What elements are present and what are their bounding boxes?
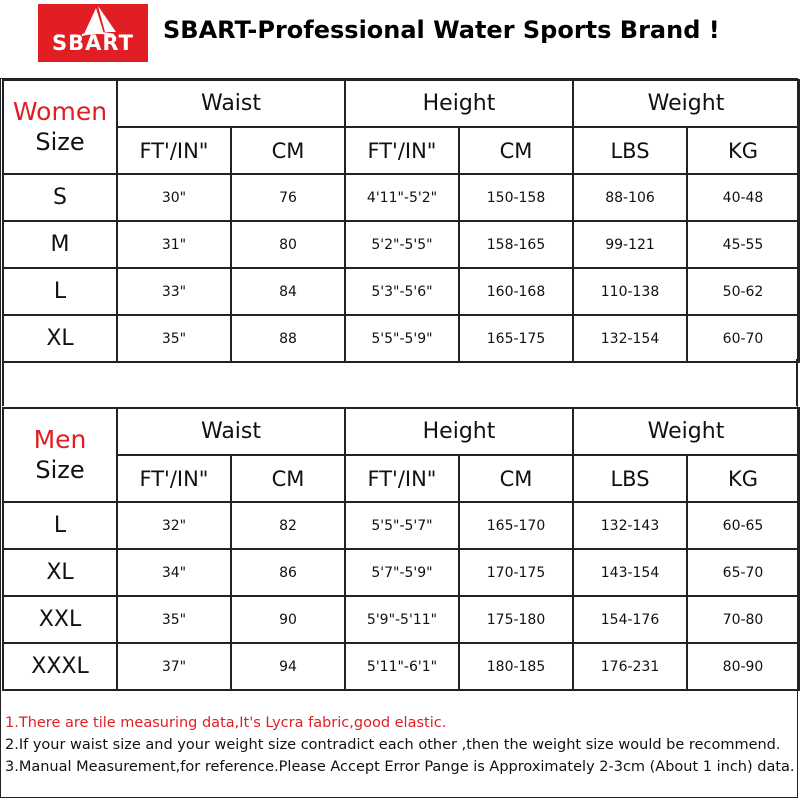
waist-cm-cell: 88 [231, 315, 345, 362]
unit-height-ftin: FT'/IN" [345, 127, 459, 174]
weight-lbs-cell: 132-143 [573, 502, 687, 549]
table-row [3, 549, 799, 596]
group-weight: Weight [573, 408, 799, 455]
weight-kg-cell: 45-55 [687, 221, 799, 268]
waist-cm-cell: 76 [231, 174, 345, 221]
unit-weight-kg: KG [687, 455, 799, 502]
size-cell: L [3, 502, 117, 549]
weight-lbs-cell: 88-106 [573, 174, 687, 221]
size-cell: L [3, 268, 117, 315]
height-cm-cell: 180-185 [459, 643, 573, 690]
table-row [3, 596, 799, 643]
group-waist: Waist [117, 80, 345, 127]
waist-cm-cell: 90 [231, 596, 345, 643]
men-size-header [3, 408, 117, 502]
page-title: SBART-Professional Water Sports Brand ! [163, 16, 720, 44]
group-weight: Weight [573, 80, 799, 127]
unit-waist-ftin: FT'/IN" [117, 127, 231, 174]
waist-ftin-cell: 31" [117, 221, 231, 268]
waist-cm-cell: 94 [231, 643, 345, 690]
notes-section [5, 712, 795, 778]
weight-kg-cell: 50-62 [687, 268, 799, 315]
weight-kg-cell: 80-90 [687, 643, 799, 690]
weight-lbs-cell: 99-121 [573, 221, 687, 268]
height-cm-cell: 160-168 [459, 268, 573, 315]
weight-kg-cell: 60-65 [687, 502, 799, 549]
size-cell: S [3, 174, 117, 221]
unit-weight-kg: KG [687, 127, 799, 174]
height-ftin-cell: 5'9"-5'11" [345, 596, 459, 643]
waist-ftin-cell: 35" [117, 596, 231, 643]
unit-weight-lbs: LBS [573, 127, 687, 174]
waist-cm-cell: 84 [231, 268, 345, 315]
weight-lbs-cell: 176-231 [573, 643, 687, 690]
size-cell: M [3, 221, 117, 268]
women-size-table [2, 79, 800, 363]
size-label: Size [35, 128, 85, 156]
weight-lbs-cell: 132-154 [573, 315, 687, 362]
waist-ftin-cell: 33" [117, 268, 231, 315]
weight-kg-cell: 65-70 [687, 549, 799, 596]
size-cell: XXXL [3, 643, 117, 690]
weight-kg-cell: 70-80 [687, 596, 799, 643]
men-size-table [2, 407, 800, 691]
waist-ftin-cell: 35" [117, 315, 231, 362]
brand-logo [38, 4, 148, 62]
waist-ftin-cell: 30" [117, 174, 231, 221]
waist-cm-cell: 80 [231, 221, 345, 268]
table-row [3, 643, 799, 690]
height-cm-cell: 170-175 [459, 549, 573, 596]
size-cell: XL [3, 549, 117, 596]
height-ftin-cell: 5'5"-5'7" [345, 502, 459, 549]
note-2: 2.If your waist size and your weight size contradict each other ,then the weight size would be recommend. [5, 737, 781, 753]
unit-height-ftin: FT'/IN" [345, 455, 459, 502]
group-height: Height [345, 80, 573, 127]
height-ftin-cell: 5'3"-5'6" [345, 268, 459, 315]
table-separator [2, 359, 798, 406]
waist-ftin-cell: 37" [117, 643, 231, 690]
unit-weight-lbs: LBS [573, 455, 687, 502]
unit-waist-ftin: FT'/IN" [117, 455, 231, 502]
unit-height-cm: CM [459, 127, 573, 174]
weight-lbs-cell: 110-138 [573, 268, 687, 315]
size-cell: XL [3, 315, 117, 362]
size-label: Size [35, 456, 85, 484]
note-1: 1.There are tile measuring data,It's Lycra fabric,good elastic. [5, 715, 447, 731]
unit-height-cm: CM [459, 455, 573, 502]
men-title: Men [33, 425, 87, 454]
height-ftin-cell: 5'11"-6'1" [345, 643, 459, 690]
height-ftin-cell: 5'7"-5'9" [345, 549, 459, 596]
height-cm-cell: 165-170 [459, 502, 573, 549]
waist-ftin-cell: 34" [117, 549, 231, 596]
height-ftin-cell: 5'5"-5'9" [345, 315, 459, 362]
waist-cm-cell: 82 [231, 502, 345, 549]
height-ftin-cell: 4'11"-5'2" [345, 174, 459, 221]
height-cm-cell: 158-165 [459, 221, 573, 268]
unit-waist-cm: CM [231, 127, 345, 174]
height-cm-cell: 165-175 [459, 315, 573, 362]
waist-cm-cell: 86 [231, 549, 345, 596]
unit-waist-cm: CM [231, 455, 345, 502]
table-row [3, 268, 799, 315]
weight-lbs-cell: 143-154 [573, 549, 687, 596]
women-title: Women [12, 97, 108, 126]
weight-lbs-cell: 154-176 [573, 596, 687, 643]
women-size-header [3, 80, 117, 174]
note-3: 3.Manual Measurement,for reference.Please Accept Error Pange is Approximately 2-3cm (About 1 inch) data. [5, 759, 795, 775]
table-row [3, 315, 799, 362]
table-row [3, 502, 799, 549]
size-cell: XXL [3, 596, 117, 643]
height-cm-cell: 175-180 [459, 596, 573, 643]
table-row [3, 221, 799, 268]
weight-kg-cell: 60-70 [687, 315, 799, 362]
waist-ftin-cell: 32" [117, 502, 231, 549]
height-ftin-cell: 5'2"-5'5" [345, 221, 459, 268]
logo-text: SBART [52, 31, 134, 55]
weight-kg-cell: 40-48 [687, 174, 799, 221]
table-row [3, 174, 799, 221]
height-cm-cell: 150-158 [459, 174, 573, 221]
group-height: Height [345, 408, 573, 455]
group-waist: Waist [117, 408, 345, 455]
